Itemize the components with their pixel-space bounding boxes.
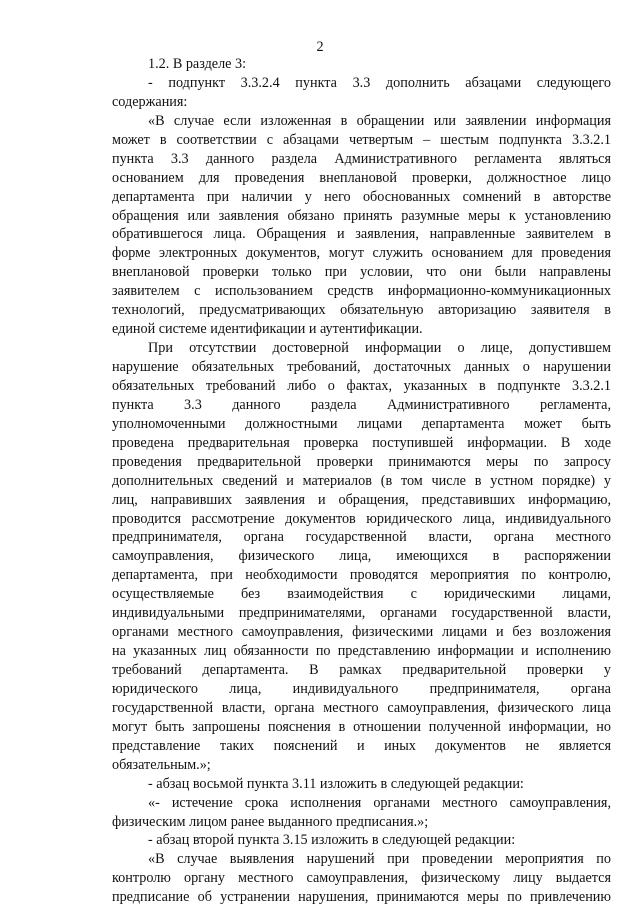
document-body (112, 55, 611, 907)
text-line: могут быть запрошены пояснения в отношении полученной информации, но (112, 718, 611, 735)
text-line: предпринимателя, органа государственной власти, органа местного (112, 529, 611, 546)
text-line: физическим лицом ранее выданного предписания.»; (112, 813, 429, 830)
text-line: органами местного самоуправления, физическими лицами и без возложения (112, 624, 611, 641)
text-line: нарушение обязательных требований, достаточных данных о нарушении (112, 359, 611, 375)
text-line: пункта 3.3 данного раздела Административного регламента, (112, 396, 611, 413)
text-line: обязательным.»; (112, 756, 211, 773)
text-line: предписание об устранении нарушения, принимаются меры по привлечению (112, 889, 611, 906)
text-line: обратившегося лица. Обращения и заявления, направленные заявителем в (112, 226, 611, 243)
text-line: департамента при наличии у него обоснованных сомнений в авторстве (112, 188, 611, 205)
text-line: основанием для проведения внеплановой проверки, должностное лицо (112, 169, 611, 186)
text-line: проведена предварительная проверка поступившей информации. В ходе (112, 434, 611, 451)
text-line: юридического лица, индивидуального предпринимателя, органа (112, 680, 611, 697)
text-line: индивидуальными предпринимателями, органами государственной власти, (112, 605, 611, 622)
text-line: обращения или заявления обязано принять разумные меры к установлению (112, 207, 611, 224)
text-line: «В случае если изложенная в обращении или заявлении информация (148, 112, 611, 129)
page-number: 2 (316, 39, 324, 55)
text-line: форме электронных документов, могут служить основанием для проведения (112, 245, 611, 262)
text-line: осуществляемые без взаимодействия с юридическими лицами, (112, 586, 611, 603)
text-line: государственной власти, органа местного самоуправления, физического лица (112, 699, 611, 716)
text-line: технологий, предусматривающих обязательную авторизацию заявителя в (112, 302, 611, 319)
text-line: внеплановой проверки только при условии, что они были направлены (112, 264, 611, 281)
text-line: контролю органу местного самоуправления, физическому лицу выдается (112, 870, 611, 887)
text-line: «- истечение срока исполнения органами местного самоуправления, (148, 794, 611, 811)
text-line: единой системе идентификации и аутентификации. (112, 321, 423, 338)
text-line: самоуправления, физического лица, имеющихся в распоряжении (112, 548, 611, 565)
text-line: обязательных требований либо о фактах, указанных в подпункте 3.3.2.1 (112, 377, 611, 394)
text-line: департамента, при необходимости проводятся мероприятия по контролю, (112, 567, 611, 584)
text-line: уполномоченными должностными лицами департамента может быть (112, 415, 611, 432)
text-line: дополнительных сведений и материалов (в том числе в устном порядке) у (112, 472, 611, 489)
text-line: При отсутствии достоверной информации о лице, допустившем (148, 340, 611, 357)
text-line: - подпункт 3.3.2.4 пункта 3.3 дополнить абзацами следующего (148, 74, 611, 91)
text-line: может в соответствии с абзацами четвертым – шестым подпункта 3.3.2.1 (112, 131, 611, 148)
text-line: проведения предварительной проверки принимаются меры по запросу (112, 453, 611, 470)
text-line: - абзац восьмой пункта 3.11 изложить в следующей редакции: (148, 775, 524, 792)
text-line: представление таких пояснений и иных документов не является (112, 737, 611, 754)
text-line: 1.2. В разделе 3: (148, 56, 247, 72)
text-line: проводится рассмотрение документов юридического лица, индивидуального (112, 510, 611, 527)
text-line: заявителем с использованием средств информационно-коммуникационных (112, 283, 611, 300)
text-line: на указанных лиц обязанности по представлению информации и исполнению (112, 643, 611, 660)
text-line: пункта 3.3 данного раздела Административного регламента являться (112, 150, 611, 167)
text-line: - абзац второй пункта 3.15 изложить в следующей редакции: (148, 832, 516, 849)
text-line: лиц, направивших заявления и обращения, представивших информацию, (112, 491, 611, 508)
text-line: требований департамента. В рамках предварительной проверки у (112, 662, 611, 678)
text-line: «В случае выявления нарушений при проведении мероприятия по (148, 851, 611, 868)
text-line: содержания: (112, 93, 188, 110)
